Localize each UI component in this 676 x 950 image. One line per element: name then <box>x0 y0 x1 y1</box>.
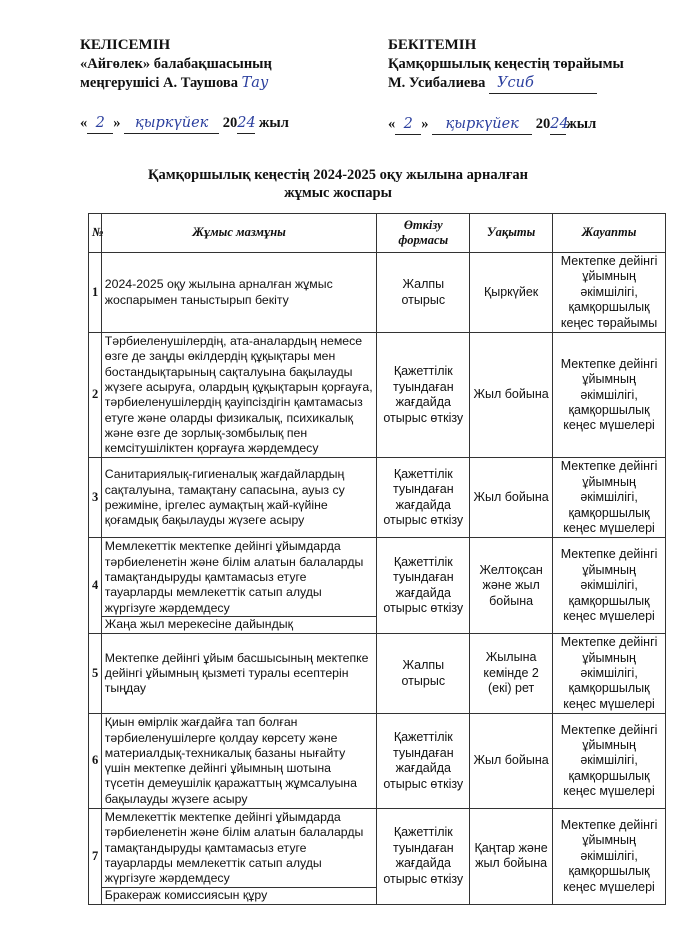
approval-right <box>388 36 668 135</box>
row-time: Жылына кемінде 2 (екі) рет <box>470 634 553 714</box>
date-year-left: 24 <box>237 114 255 134</box>
date-year-right: 24 <box>550 115 566 135</box>
row-content: Мектепке дейінгі ұйым басшысының мектепке дейінгі ұйымның қызметі туралы есептерін тыңдау <box>101 634 377 714</box>
row-content-extra: Бракераж комиссиясын құру <box>102 887 377 903</box>
row-num: 7 <box>89 809 102 905</box>
header-form: Өткізу формасы <box>377 214 470 253</box>
row-form: Қажеттілік туындаған жағдайда отырыс өткізу <box>377 458 470 538</box>
row-responsible: Мектепке дейінгі ұйымның әкімшілігі, қамқоршылық кеңес мүшелері <box>553 714 666 809</box>
approval-left-heading: КЕЛІСЕМІН <box>80 37 171 53</box>
approval-right-line2: М. Усибалиева <box>388 75 486 91</box>
document-title <box>0 166 676 202</box>
approval-left-date: « 2 » қыркүйек 2024 жыл <box>80 114 330 134</box>
row-content: Тәрбиеленушілердің, ата-аналардың немесе өзге де заңды өкілдердің құқықтары мен бостандықтарының сақталуына бақылауды жүзеге асыруға, олардың құқықтарын қорғауға, тәрбиеленушілердің қауіпсіздігін қамтамасыз етуге және оларды физикалық, психикалық және өзге де зорлық-зомбылық пен кемсітушіліктен қорғауға жәрдемдесу <box>101 333 377 458</box>
table-row <box>89 333 666 458</box>
row-content: Мемлекеттік мектепке дейінгі ұйымдарда тәрбиеленетін және білім алатын балаларды тамақтандыруды қамтамасыз етуге тауарларды мемлекеттік сатып алуды жүргізуге жәрдемдесу <box>104 539 364 615</box>
row-responsible: Мектепке дейінгі ұйымның әкімшілігі, қамқоршылық кеңес мүшелері <box>553 458 666 538</box>
table-row <box>89 253 666 333</box>
document-title-line2: жұмыс жоспары <box>284 185 392 201</box>
row-form: Жалпы отырыс <box>377 253 470 333</box>
row-num: 6 <box>89 714 102 809</box>
date-month-right: қыркүйек <box>432 115 532 135</box>
row-time: Жыл бойына <box>470 714 553 809</box>
approval-right-date: « 2 » қыркүйек 2024жыл <box>388 115 668 135</box>
row-responsible: Мектепке дейінгі ұйымның әкімшілігі, қамқоршылық кеңес мүшелері <box>553 538 666 634</box>
approval-right-heading: БЕКІТЕМІН <box>388 37 477 53</box>
table-row <box>89 809 666 905</box>
date-day-left: 2 <box>87 114 113 134</box>
header-content: Жұмыс мазмұны <box>101 214 377 253</box>
approval-left-line1: «Айгөлек» балабақшасының <box>80 56 272 72</box>
signature-left: Тау <box>241 75 269 91</box>
row-responsible: Мектепке дейінгі ұйымның әкімшілігі, қамқоршылық кеңес мүшелері <box>553 634 666 714</box>
row-content: Санитариялық-гигиеналық жағдайлардың сақталуына, тамақтану сапасына, ауыз су режиміне, іргелес аумақтың жай-күйіне қоғамдық бақылауды жүзеге асыру <box>101 458 377 538</box>
header-num: № <box>89 214 102 253</box>
row-num: 2 <box>89 333 102 458</box>
row-form: Қажеттілік туындаған жағдайда отырыс өткізу <box>377 809 470 905</box>
row-content-cell <box>101 809 377 905</box>
date-suffix-right: жыл <box>566 116 597 132</box>
row-responsible: Мектепке дейінгі ұйымның әкімшілігі, қамқоршылық кеңес мүшелері <box>553 333 666 458</box>
row-num: 1 <box>89 253 102 333</box>
row-time: Жыл бойына <box>470 333 553 458</box>
row-responsible: Мектепке дейінгі ұйымның әкімшілігі, қамқоршылық кеңес мүшелері <box>553 809 666 905</box>
row-content: Қиын өмірлік жағдайға тап болған тәрбиеленушілерге қолдау көрсету және материалдық-техникалық базаны нығайту үшін мектепке дейінгі ұйымның шотына түсетін демеушілік қаражаттың жұмсалуына бақылауды жүзеге асыру <box>101 714 377 809</box>
row-form: Қажеттілік туындаған жағдайда отырыс өткізу <box>377 714 470 809</box>
header-responsible: Жауапты <box>553 214 666 253</box>
row-num: 3 <box>89 458 102 538</box>
date-day-right: 2 <box>395 115 421 135</box>
row-content: Мемлекеттік мектепке дейінгі ұйымдарда тәрбиеленетін және білім алатын балаларды тамақтандыруды қамтамасыз етуге тауарларды мемлекеттік сатып алуды жүргізуге жәрдемдесу <box>104 810 364 886</box>
approval-right-line2-row <box>388 74 668 94</box>
table-row <box>89 634 666 714</box>
row-form: Жалпы отырыс <box>377 634 470 714</box>
row-time: Желтоқсан және жыл бойына <box>470 538 553 634</box>
table-header-row <box>89 214 666 253</box>
table-row <box>89 538 666 634</box>
row-time: Қыркүйек <box>470 253 553 333</box>
approval-left-line2-row <box>80 74 330 93</box>
row-form: Қажеттілік туындаған жағдайда отырыс өткізу <box>377 333 470 458</box>
date-year-prefix-left: 20 <box>222 115 238 131</box>
row-time: Жыл бойына <box>470 458 553 538</box>
row-time: Қаңтар және жыл бойына <box>470 809 553 905</box>
row-form: Қажеттілік туындаған жағдайда отырыс өткізу <box>377 538 470 634</box>
row-responsible: Мектепке дейінгі ұйымның әкімшілігі, қамқоршылық кеңес төрайымы <box>553 253 666 333</box>
row-num: 4 <box>89 538 102 634</box>
date-year-prefix-right: 20 <box>535 116 551 132</box>
signature-right: Усиб <box>489 74 597 94</box>
work-plan-table <box>88 213 666 905</box>
row-content-extra: Жаңа жыл мерекесіне дайындық <box>102 616 377 632</box>
approval-left <box>80 36 330 134</box>
date-suffix-left: жыл <box>258 115 289 131</box>
date-month-left: қыркүйек <box>124 114 219 134</box>
header-time: Уақыты <box>470 214 553 253</box>
row-content-cell <box>101 538 377 634</box>
row-num: 5 <box>89 634 102 714</box>
approval-left-line2: меңгерушісі А. Таушова <box>80 75 238 91</box>
table-row <box>89 714 666 809</box>
table-row <box>89 458 666 538</box>
row-content: 2024-2025 оқу жылына арналған жұмыс жоспарымен таныстырып бекіту <box>101 253 377 333</box>
approval-right-line1: Қамқоршылық кеңестің төрайымы <box>388 56 624 72</box>
document-title-line1: Қамқоршылық кеңестің 2024-2025 оқу жылына арналған <box>147 167 529 183</box>
